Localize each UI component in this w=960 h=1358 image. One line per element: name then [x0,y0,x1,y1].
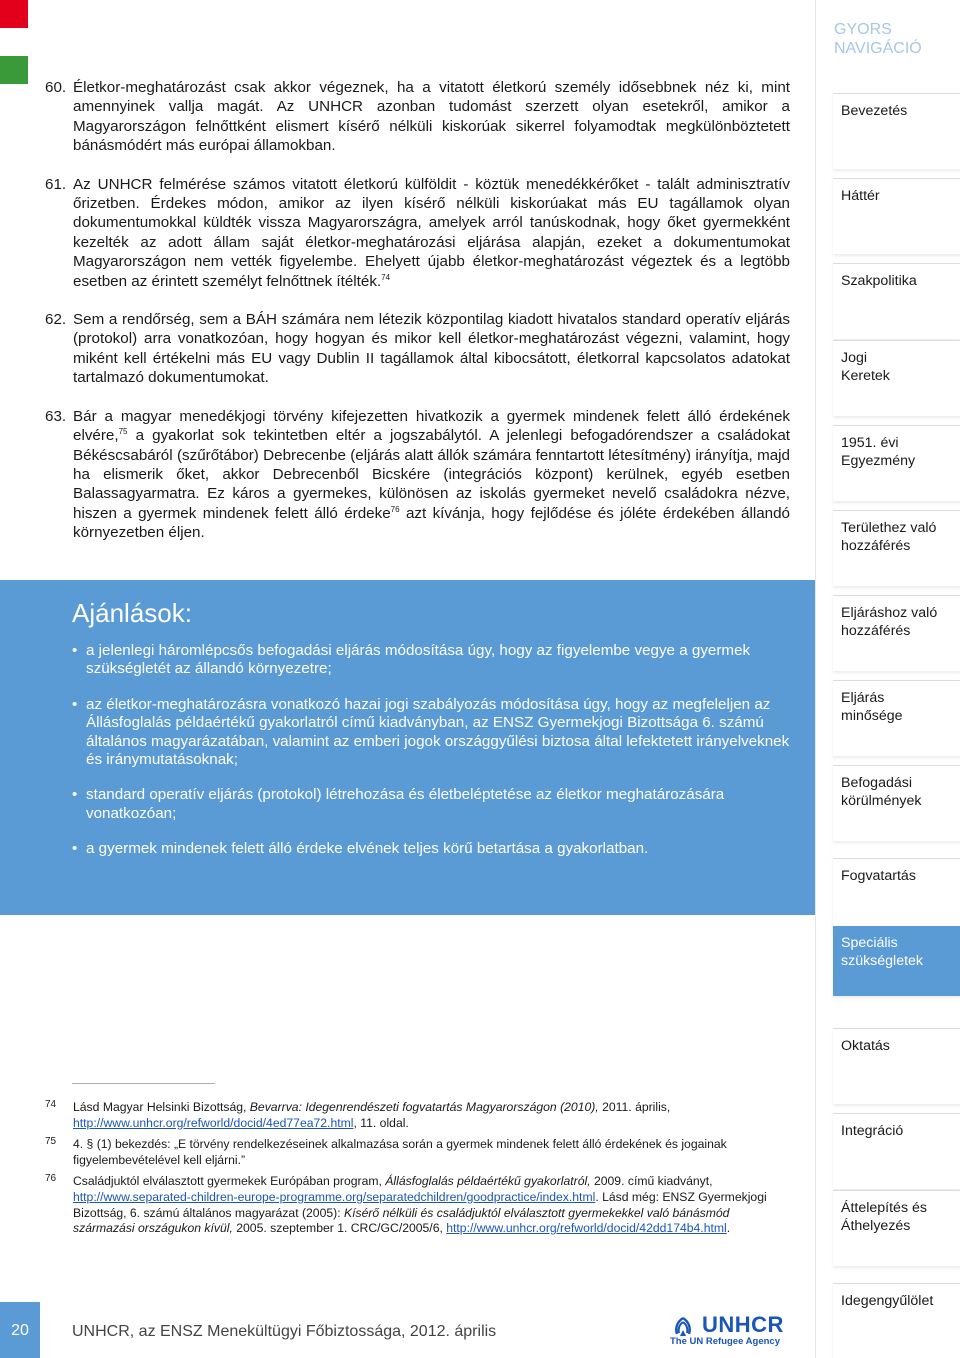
nav-item-attelepites-athelyezes[interactable]: Áttelepítés és Áthelyezés [833,1190,960,1266]
footer-text: UNHCR, az ENSZ Menekültügyi Főbiztossága, 2012. április [72,1323,497,1340]
footnote-link[interactable]: http://www.unhcr.org/refworld/docid/4ed77ea72.html [73,1115,354,1130]
nav-item-teruletehez-hozzaferes[interactable]: Területhez való hozzáférés [833,510,960,586]
nav-item-hatter[interactable]: Háttér [833,178,960,254]
green-flag-marker [0,56,28,84]
footnotes [45,1100,785,1243]
nav-item-eljarashoz-hozzaferes[interactable]: Eljáráshoz való hozzáférés [833,595,960,671]
recommendations-box [0,580,815,915]
recommendation-item: • standard operatív eljárás (protokol) létrehozása és életbeléptetése az életkor meghatározására vonatkozóan; [72,786,792,823]
recommendation-item: • az életkor-meghatározásra vonatkozó hazai jogi szabályozás módosítása úgy, hogy az megfeleljen az Állásfoglalás példaértékű gyakorlatról című kiadványban, az ENSZ Gyermekjogi Bizottsága 6. számú általános magyarázatában, valamint az emberi jogok országgyűlési biztosa által lefektetett irányelveknek és iránymutatásoknak; [72,696,792,770]
footnote-ref-74[interactable]: 74 [381,272,391,282]
main-content [45,78,790,562]
paragraph-63: 63. Bár a magyar menedékjogi törvény kifejezetten hivatkozik a gyermek mindenek felett álló érdekének elvére,$^{75}$ a gyakorlat sok tekintetben eltér a jogszabálytól. A jelenlegi befogadórendszer a családokat Békéscsabáról (szűrőtábor) Debrecenbe (eljárás alatt állók számára fenntartott létesítmény) irányítja, majd ha elismerik őket, akkor Debrecenből Bicskére (integrációs központ) kerülnek, egyéb esetben Balassagyarmatra. Ez káros a gyermekes, különösen az iskolás gyermeket nevelő családokra nézve, hiszen a gyermek mindenek felett álló érdeke$^{76}$ azt kívánja, hogy fejlődése és jóléte érdekében állandó környezetben éljen. [45,407,790,542]
sidebar-title: GYORS NAVIGÁCIÓ [834,21,922,57]
nav-item-fogvatartas[interactable]: Fogvatartás [833,858,960,934]
footnote-divider [72,1083,215,1084]
paragraph-60: 60. Életkor-meghatározást csak akkor végeznek, ha a vitatott életkorú személy idősebbnek néz ki, mint amennyinek vallja magát. Az UNHCR azonban tudomást szerzett olyan esetekről, amikor a Magyarországon felnőttként elismert kísérő nélküli kiskorúak sikerrel folyamodtak megkülönböztetett bánásmódért más európai államokban. [45,79,790,155]
footnote-ref-75[interactable]: 75 [118,427,128,437]
nav-item-idegengyulolet[interactable]: Idegengyűlölet [833,1283,960,1358]
recommendation-item: • a gyermek mindenek felett álló érdeke elvének teljes körű betartása a gyakorlatban. [72,840,792,858]
recommendation-item: • a jelenlegi háromlépcsős befogadási eljárás módosítása úgy, hogy az figyelembe vegye a gyermek szükségletét az állandó környezetre; [72,642,792,679]
paragraph-61: 61. Az UNHCR felmérése számos vitatott életkorú külföldit - köztük menedékkérőket - talált adminisztratív őrizetben. Érdekes módon, amikor az ilyen kísérő nélküli kiskorúakat más EU tagállamok olyan dokumentumokkal küldték vissza Magyarországra, amelyek arról tanúskodnak, hogy őket gyermekként kezelték az adott állam saját életkor-meghatározási eljárása alapján, ezeket a dokumentumokat Magyarországon nem vették figyelembe. Ehelyett újabb életkor-meghatározást végeztek és a legtöbb esetben az érintett személyt felnőttnek ítélték.$^{74}$ [45,175,790,290]
unhcr-logo: UNHCR The UN Refugee Agency [670,1312,784,1347]
footnote-76: 76 Családjuktól elválasztott gyermekek Európában program, Állásfoglalás példaértékű gyakorlatról, 2009. című kiadványt, http://www.separated-children-europe-programme.org/separatedchildren/goodpractice/index.html. Lásd még: ENSZ Gyermekjogi Bizottság, 6. számú általános magyarázat (2005): Kísérő nélküli és családjuktól elválasztott gyermekekkel való bánásmód származási országukon kívül, 2005. szeptember 1. CRC/GC/2005/6, http://www.unhcr.org/refworld/docid/42dd174b4.html. [45,1173,767,1236]
nav-item-1951-egyezmeny[interactable]: 1951. évi Egyezmény [833,425,960,501]
nav-item-jogi-keretek[interactable]: Jogi Keretek [833,340,960,416]
nav-item-specialis-szuksegletek[interactable]: Speciális szükségletek [833,926,960,996]
nav-item-integracio[interactable]: Integráció [833,1113,960,1189]
footnote-74: 74 Lásd Magyar Helsinki Bizottság, Bevarrva: Idegenrendészeti fogvatartás Magyarországon (2010), 2011. április, http://www.unhcr.org/refworld/docid/4ed77ea72.html, 11. oldal. [45,1099,671,1130]
nav-item-szakpolitika[interactable]: Szakpolitika [833,263,960,339]
recommendations-list [72,642,792,876]
nav-item-eljaras-minosege[interactable]: Eljárás minősége [833,680,960,756]
nav-item-bevezetes[interactable]: Bevezetés [833,93,960,169]
nav-item-befogadasi-korulmenyek[interactable]: Befogadási körülmények [833,765,960,841]
recommendations-title: Ajánlások: [72,598,192,628]
page-number: 20 [0,1302,40,1358]
nav-item-oktatas[interactable]: Oktatás [833,1028,960,1104]
footnote-ref-76[interactable]: 76 [390,504,400,514]
footnote-link[interactable]: http://www.unhcr.org/refworld/docid/42dd174b4.html [446,1221,727,1236]
quick-navigation-sidebar [815,0,960,1358]
footnote-link[interactable]: http://www.separated-children-europe-programme.org/separatedchildren/goodpractice/index.html [73,1189,596,1204]
paragraph-62: 62. Sem a rendőrség, sem a BÁH számára nem létezik központilag kiadott hivatalos standard operatív eljárás (protokol) arra vonatkozóan, hogy hogyan és mikor kell életkor-meghatározást végezni, valamint, hogy miként kell értékelni más EU vagy Dublin II tagállamok által kibocsátott, életkorral kapcsolatos adatokat tartalmazó dokumentumokat. [45,311,790,387]
footnote-75: 75 4. § (1) bekezdés: „E törvény rendelkezéseinek alkalmazása során a gyermek mindenek felett álló érdekének és jogainak figyelembevételével kell eljárni.” [45,1136,727,1167]
red-flag-marker [0,0,28,28]
